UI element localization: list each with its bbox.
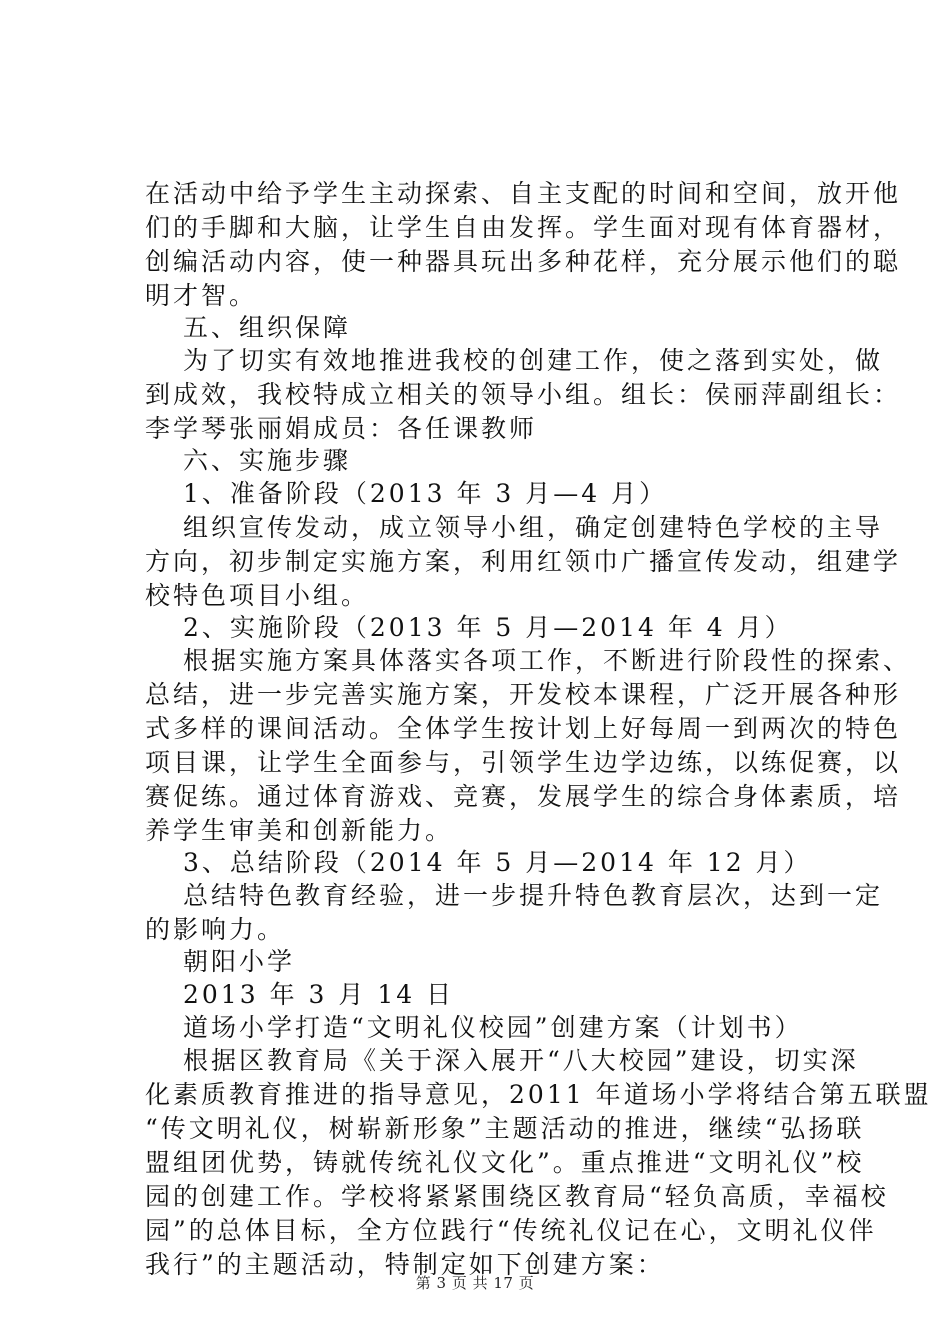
body-line: 创编活动内容，使一种器具玩出多种花样，充分展示他们的聪 — [145, 247, 902, 276]
body-line: 赛促练。通过体育游戏、竞赛，发展学生的综合身体素质，培 — [145, 782, 902, 811]
signature-school: 朝阳小学 — [183, 947, 296, 976]
section-heading: 六、实施步骤 — [183, 446, 352, 475]
body-line: 盟组团优势，铸就传统礼仪文化”。重点推进“文明礼仪”校 — [145, 1148, 865, 1177]
body-line: 项目课，让学生全面参与，引领学生边学边练，以练促赛，以 — [145, 748, 902, 777]
page-number-footer: 第 3 页 共 17 页 — [415, 1274, 535, 1292]
body-line: 到成效，我校特成立相关的领导小组。组长：侯丽萍副组长： — [145, 380, 902, 409]
body-line: 校特色项目小组。 — [145, 581, 370, 610]
section-heading: 五、组织保障 — [183, 313, 352, 342]
body-line: 组织宣传发动，成立领导小组，确定创建特色学校的主导 — [183, 513, 884, 542]
body-line: 在活动中给予学生主动探索、自主支配的时间和空间，放开他 — [145, 179, 902, 208]
body-line: 化素质教育推进的指导意见，2011 年道场小学将结合第五联盟 — [145, 1080, 932, 1109]
subsection-heading: 1、准备阶段（2013 年 3 月—4 月） — [183, 479, 668, 508]
subsection-heading: 3、总结阶段（2014 年 5 月—2014 年 12 月） — [183, 848, 812, 877]
body-line: 总结，进一步完善实施方案，开发校本课程，广泛开展各种形 — [145, 680, 902, 709]
new-plan-title: 道场小学打造“文明礼仪校园”创建方案（计划书） — [183, 1013, 803, 1042]
body-line: “传文明礼仪，树崭新形象”主题活动的推进，继续“弘扬联 — [145, 1114, 865, 1143]
body-line: 园”的总体目标，全方位践行“传统礼仪记在心，文明礼仪伴 — [145, 1216, 877, 1245]
signature-date: 2013 年 3 月 14 日 — [183, 980, 455, 1009]
subsection-heading: 2、实施阶段（2013 年 5 月—2014 年 4 月） — [183, 613, 793, 642]
body-line: 根据区教育局《关于深入展开“八大校园”建设，切实深 — [183, 1046, 859, 1075]
body-line: 的影响力。 — [145, 915, 286, 944]
body-line: 总结特色教育经验，进一步提升特色教育层次，达到一定 — [183, 881, 884, 910]
body-line: 我行”的主题活动，特制定如下创建方案： — [145, 1250, 665, 1279]
body-line: 式多样的课间活动。全体学生按计划上好每周一到两次的特色 — [145, 714, 902, 743]
body-line: 明才智。 — [145, 281, 258, 310]
body-line: 们的手脚和大脑，让学生自由发挥。学生面对现有体育器材， — [145, 213, 902, 242]
body-line: 园的创建工作。学校将紧紧围绕区教育局“轻负高质，幸福校 — [145, 1182, 889, 1211]
body-line: 李学琴张丽娟成员：各任课教师 — [145, 414, 538, 443]
body-line: 方向，初步制定实施方案，利用红领巾广播宣传发动，组建学 — [145, 547, 902, 576]
body-line: 根据实施方案具体落实各项工作，不断进行阶段性的探索、 — [183, 646, 912, 675]
body-line: 为了切实有效地推进我校的创建工作，使之落到实处，做 — [183, 346, 884, 375]
body-line: 养学生审美和创新能力。 — [145, 816, 454, 845]
